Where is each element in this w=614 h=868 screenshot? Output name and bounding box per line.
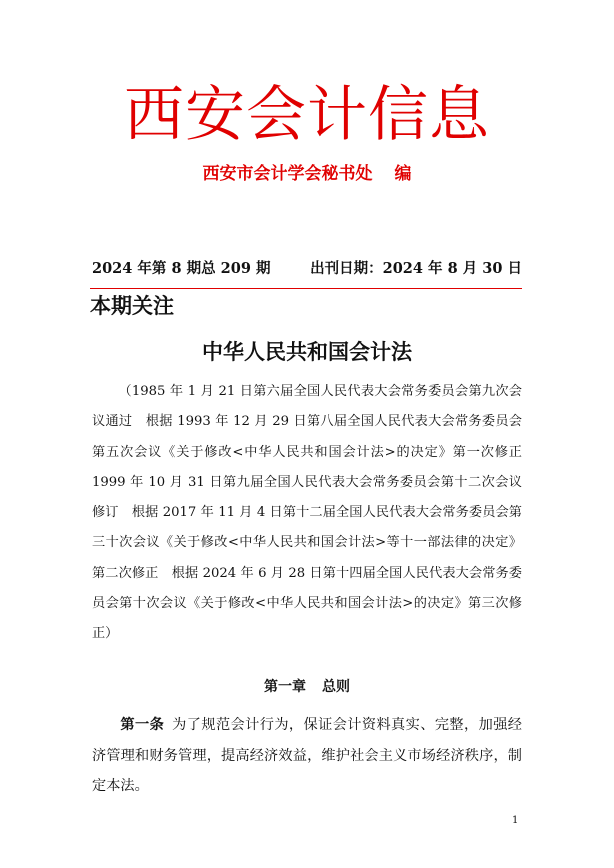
- chapter-title: 总则: [322, 679, 350, 695]
- editor-line: [0, 162, 614, 186]
- chapter-heading: [0, 676, 614, 698]
- article-text: 为了规范会计行为，保证会计资料真实、完整，加强经济管理和财务管理，提高经济效益，维护社会主义市场经济秩序，制定本法。: [92, 717, 522, 794]
- editor-name: 西安市会计学会秘书处: [202, 164, 373, 184]
- section-heading: 本期关注: [90, 294, 174, 318]
- amendment-history: （1985 年 1 月 21 日第六届全国人民代表大会常务委员会第九次会议通过 根据 1993 年 12 月 29 日第八届全国人民代表大会常务委员会第五次会议《关于修改<中华人民共和国会计法>的决定》第一次修正 1999 年 10 月 31 日第九届全国人民代表大会常务委员会第十二次会议修订 根据 2017 年 11 月 4 日第十二届全国人民代表大会常务委员会第三十次会议《关于修改<中华人民共和国会计法>等十一部法律的决定》第二次修正 根据 2024 年 6 月 28 日第十四届全国人民代表大会常务委员会第十次会议《关于修改<中华人民共和国会计法>的决定》第三次修正）: [92, 384, 536, 642]
- law-title: 中华人民共和国会计法: [202, 340, 412, 364]
- edit-label: 编: [394, 164, 412, 184]
- issue-info-row: [92, 259, 522, 279]
- publication-date: 出刊日期：2024 年 8 月 30 日: [310, 260, 522, 277]
- red-divider: [90, 288, 522, 289]
- article-number: 第一条: [120, 717, 165, 733]
- issue-number: 2024 年第 8 期总 209 期: [92, 260, 271, 277]
- page-number: 1: [512, 815, 519, 826]
- chapter-number: 第一章: [264, 679, 306, 695]
- article-1: [92, 710, 522, 802]
- masthead-title: 西安会计信息: [124, 80, 490, 150]
